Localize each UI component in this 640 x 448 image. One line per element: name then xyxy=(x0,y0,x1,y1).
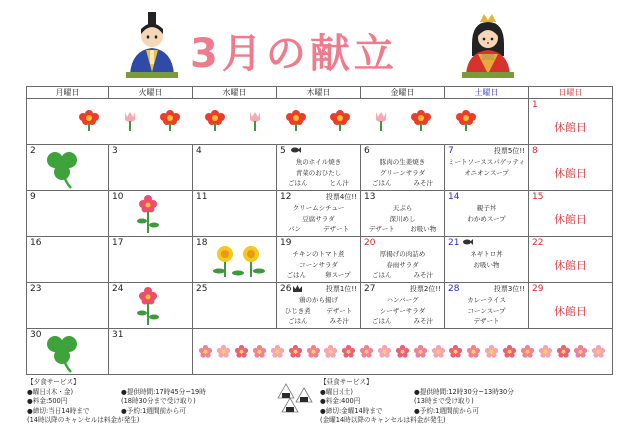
day-cell-18 xyxy=(193,237,277,283)
pink-flower-icon xyxy=(135,287,161,325)
menu-side-pair xyxy=(277,224,360,235)
menu-line: グリーンサラダ xyxy=(379,168,426,177)
day-cell-15 xyxy=(529,191,613,237)
small-pink-flower-icon xyxy=(557,345,570,358)
menu-side: お吸い物 xyxy=(410,225,437,233)
dinner-cancel-note: (14時以降のキャンセルは料金が発生) xyxy=(27,416,140,425)
small-pink-flower-icon xyxy=(307,345,320,358)
day-number: 9 xyxy=(30,192,36,202)
menu-side-pair xyxy=(277,306,360,317)
calendar-table xyxy=(26,86,613,375)
menu-line: デザート xyxy=(473,317,500,325)
red-tulip-icon xyxy=(158,109,182,131)
dinner-price: ●料金:500円 xyxy=(27,397,68,406)
day-cell-3 xyxy=(109,145,193,191)
day-cell-20 xyxy=(361,237,445,283)
day-number: 5 xyxy=(280,146,286,156)
lunch-cancel-note: (金曜14時以降のキャンセルは料金が発生) xyxy=(320,416,446,425)
small-pink-flower-icon xyxy=(342,345,355,358)
dandelion-flowers-icon xyxy=(211,243,267,279)
menu-line: コーンスープ xyxy=(467,306,506,315)
menu-side-pair xyxy=(277,316,360,327)
day-cell-23 xyxy=(27,283,109,329)
day-number: 7 xyxy=(448,146,454,156)
menu-side: みそ汁 xyxy=(413,317,433,325)
weekday-fri: 金曜日 xyxy=(361,87,445,99)
lunch-service-info xyxy=(320,378,514,426)
menu-side: とん汁 xyxy=(329,179,349,187)
day-number: 2 xyxy=(30,146,36,156)
menu-side: ひじき煮 xyxy=(284,306,311,315)
menu-side: みそ汁 xyxy=(329,317,349,325)
lunch-price: ●料金:400円 xyxy=(320,397,361,406)
dinner-day: ●曜日:(木・金) xyxy=(27,387,74,396)
menu-side: みそ汁 xyxy=(413,271,433,279)
menu-27 xyxy=(361,295,444,327)
menu-line: ハンバーグ xyxy=(386,296,419,304)
small-pink-flower-icon xyxy=(467,345,480,358)
day-cell-5 xyxy=(277,145,361,191)
day-number: 28 xyxy=(448,284,460,294)
day-cell-12 xyxy=(277,191,361,237)
onigiri-icon xyxy=(276,382,316,416)
week-row-2 xyxy=(27,145,613,191)
day-cell-13 xyxy=(361,191,445,237)
day-cell-30 xyxy=(27,329,109,375)
day-number: 3 xyxy=(112,146,118,156)
day-number: 27 xyxy=(364,284,376,294)
menu-line: わかめスープ xyxy=(467,214,506,223)
small-pink-flower-icon xyxy=(414,345,427,358)
menu-side-pair xyxy=(277,178,360,189)
dinner-hours: ●提供時間:17時45分~19時 xyxy=(121,387,206,396)
day-number: 20 xyxy=(364,238,376,248)
day-cell-4 xyxy=(193,145,277,191)
day-number: 21 xyxy=(448,238,460,248)
menu-side: 卵スープ xyxy=(325,271,351,279)
lunch-deadline: ●締切:金曜14時まで xyxy=(320,406,383,415)
menu-line: 厚揚げの肉詰め xyxy=(379,250,426,258)
menu-14 xyxy=(445,203,528,224)
dinner-deadline: ●締切:当日14時まで xyxy=(27,406,90,415)
day-cell-19 xyxy=(277,237,361,283)
menu-20 xyxy=(361,249,444,281)
day-cell-25 xyxy=(193,283,277,329)
red-tulip-icon xyxy=(284,109,308,131)
menu-side-pair xyxy=(361,316,444,327)
menu-side: デザート xyxy=(326,306,353,315)
day-number: 6 xyxy=(364,146,370,156)
menu-line: 天ぷら xyxy=(392,204,413,212)
day-number: 10 xyxy=(112,192,124,202)
day-number: 30 xyxy=(30,330,42,340)
menu-13 xyxy=(361,203,444,235)
day-cell-28 xyxy=(445,283,529,329)
menu-12 xyxy=(277,203,360,235)
pink-tulip-icon xyxy=(247,109,263,131)
red-tulip-icon xyxy=(328,109,352,131)
lunch-day: ●曜日:(土) xyxy=(320,387,353,396)
menu-line: コーンサラダ xyxy=(299,260,338,269)
lunch-hours: ●提供時間:12時30分~13時30分 xyxy=(414,387,514,396)
menu-line: カレーライス xyxy=(467,296,506,304)
dinner-heading: 【夕食サービス】 xyxy=(27,378,80,386)
tulip-garland-cell xyxy=(27,99,529,145)
day-cell-22 xyxy=(529,237,613,283)
menu-26 xyxy=(277,295,360,327)
day-cell-29 xyxy=(529,283,613,329)
red-tulip-icon xyxy=(409,109,433,131)
menu-line: 魚のホイル焼き xyxy=(295,158,342,166)
day-number: 1 xyxy=(532,100,538,110)
menu-19 xyxy=(277,249,360,281)
day-cell-11 xyxy=(193,191,277,237)
lunch-pickup: (13時まで受け取り) xyxy=(414,397,474,406)
lunch-heading: 【昼食サービス】 xyxy=(320,378,373,386)
day-number: 26 xyxy=(280,284,292,294)
day-number: 12 xyxy=(280,192,292,202)
menu-side: ごはん xyxy=(288,317,308,325)
day-number: 23 xyxy=(30,284,42,294)
small-pink-flower-icon xyxy=(235,345,248,358)
small-pink-flower-icon xyxy=(289,345,302,358)
flower-garland-cell xyxy=(193,329,613,375)
day-cell-2 xyxy=(27,145,109,191)
menu-line: クリームシチュー xyxy=(292,204,345,212)
pink-tulip-icon xyxy=(122,109,138,131)
menu-line: ネギトロ丼 xyxy=(470,250,503,258)
weekday-tue: 火曜日 xyxy=(109,87,193,99)
menu-side: ごはん xyxy=(288,179,308,187)
menu-side-pair xyxy=(361,178,444,189)
pink-tulip-icon xyxy=(373,109,389,131)
small-pink-flower-icon xyxy=(503,345,516,358)
menu-line: 青菜のおひたし xyxy=(295,168,342,177)
fish-icon xyxy=(291,147,301,153)
small-pink-flower-icon xyxy=(592,345,605,358)
small-pink-flower-icon xyxy=(378,345,391,358)
menu-line: 春雨サラダ xyxy=(386,260,419,269)
menu-side: パン xyxy=(288,225,301,233)
day-number: 18 xyxy=(196,238,208,248)
day-number: 11 xyxy=(196,192,208,202)
menu-line: 豚肉の生姜焼き xyxy=(379,158,426,166)
dinner-pickup: (18時30分まで受け取り) xyxy=(121,397,196,406)
crown-icon xyxy=(293,285,302,292)
menu-side-pair xyxy=(361,224,444,235)
closed-label: 休館日 xyxy=(554,213,587,226)
page-title: 3月の献立 xyxy=(190,31,398,77)
small-pink-flower-icon xyxy=(449,345,462,358)
weekday-sun: 日曜日 xyxy=(529,87,613,99)
day-number: 14 xyxy=(448,192,460,202)
menu-side: ごはん xyxy=(372,271,392,279)
menu-6 xyxy=(361,157,444,189)
vote-rank-badge: 投票2位!! xyxy=(409,285,441,293)
tulip-garland xyxy=(27,109,528,131)
day-number: 16 xyxy=(30,238,42,248)
small-pink-flower-icon xyxy=(396,345,409,358)
vote-rank-badge: 投票3位!! xyxy=(493,285,525,293)
week-row-6 xyxy=(27,329,613,375)
day-number: 17 xyxy=(112,238,124,248)
week-row-3 xyxy=(27,191,613,237)
day-cell-14 xyxy=(445,191,529,237)
day-number: 22 xyxy=(532,238,544,248)
closed-label: 休館日 xyxy=(554,305,587,318)
small-pink-flower-icon xyxy=(199,345,212,358)
day-number: 8 xyxy=(532,146,538,156)
week-row-4 xyxy=(27,237,613,283)
weekday-wed: 水曜日 xyxy=(193,87,277,99)
day-cell-31 xyxy=(109,329,193,375)
weekday-mon: 月曜日 xyxy=(27,87,109,99)
ohina-sama-doll-icon xyxy=(460,12,516,78)
menu-side: ごはん xyxy=(372,317,392,325)
day-cell-7 xyxy=(445,145,529,191)
menu-side-pair xyxy=(361,270,444,281)
small-pink-flower-icon xyxy=(574,345,587,358)
vote-rank-badge: 投票4位!! xyxy=(325,193,357,201)
small-pink-flower-icon xyxy=(485,345,498,358)
week-row-5 xyxy=(27,283,613,329)
small-pink-flower-icon xyxy=(217,345,230,358)
day-number: 4 xyxy=(196,146,202,156)
clover-icon xyxy=(41,332,83,374)
dinner-reservation: ●予約:1週間前から可 xyxy=(121,406,186,415)
odairi-sama-doll-icon xyxy=(124,12,180,78)
flower-garland xyxy=(193,345,612,358)
menu-line: チキンのトマト煮 xyxy=(292,250,345,258)
menu-line: お吸い物 xyxy=(473,260,500,269)
vote-rank-badge: 投票1位!! xyxy=(325,285,357,293)
small-pink-flower-icon xyxy=(360,345,373,358)
day-cell-10 xyxy=(109,191,193,237)
dinner-service-info xyxy=(27,378,206,426)
red-tulip-icon xyxy=(77,109,101,131)
menu-side: デザート xyxy=(323,225,349,233)
day-number: 24 xyxy=(112,284,124,294)
menu-side-pair xyxy=(277,270,360,281)
small-pink-flower-icon xyxy=(253,345,266,358)
small-pink-flower-icon xyxy=(324,345,337,358)
day-cell-27 xyxy=(361,283,445,329)
lunch-reservation: ●予約:1週間前から可 xyxy=(414,406,479,415)
menu-line: 親子丼 xyxy=(476,204,497,212)
day-cell-16 xyxy=(27,237,109,283)
small-pink-flower-icon xyxy=(271,345,284,358)
day-cell-9 xyxy=(27,191,109,237)
menu-line: 豆腐サラダ xyxy=(302,214,335,223)
vote-rank-badge: 投票5位!! xyxy=(493,147,525,155)
day-cell-1 xyxy=(529,99,613,145)
menu-side: ごはん xyxy=(372,179,392,187)
day-cell-6 xyxy=(361,145,445,191)
fish-icon xyxy=(463,239,473,245)
menu-28 xyxy=(445,295,528,327)
weekday-sat: 土曜日 xyxy=(445,87,529,99)
menu-line: シーザーサラダ xyxy=(379,306,426,315)
closed-label: 休館日 xyxy=(554,121,587,134)
weekday-thu: 木曜日 xyxy=(277,87,361,99)
week-row-1 xyxy=(27,99,613,145)
day-number: 29 xyxy=(532,284,544,294)
day-number: 19 xyxy=(280,238,292,248)
red-tulip-icon xyxy=(454,109,478,131)
closed-label: 休館日 xyxy=(554,167,587,180)
menu-5 xyxy=(277,157,360,189)
menu-line: 鶏のから揚げ xyxy=(299,296,338,304)
small-pink-flower-icon xyxy=(539,345,552,358)
menu-line: ミートソーススパゲッティ xyxy=(448,158,525,166)
menu-line: オニオンスープ xyxy=(464,168,509,177)
day-cell-26 xyxy=(277,283,361,329)
day-number: 15 xyxy=(532,192,544,202)
day-cell-24 xyxy=(109,283,193,329)
day-number: 13 xyxy=(364,192,376,202)
menu-side: ごはん xyxy=(286,271,307,279)
closed-label: 休館日 xyxy=(554,259,587,272)
day-number: 25 xyxy=(196,284,208,294)
menu-21 xyxy=(445,249,528,270)
day-number: 31 xyxy=(112,330,124,340)
day-cell-21 xyxy=(445,237,529,283)
menu-7 xyxy=(445,157,528,178)
menu-side: デザート xyxy=(368,225,395,233)
menu-line: 深川めし xyxy=(389,214,416,223)
clover-icon xyxy=(41,148,83,190)
small-pink-flower-icon xyxy=(432,345,445,358)
red-tulip-icon xyxy=(203,109,227,131)
menu-side: みそ汁 xyxy=(413,179,433,187)
small-pink-flower-icon xyxy=(521,345,534,358)
day-cell-17 xyxy=(109,237,193,283)
day-cell-8 xyxy=(529,145,613,191)
pink-flower-icon xyxy=(135,195,161,233)
weekday-header-row xyxy=(27,87,613,99)
